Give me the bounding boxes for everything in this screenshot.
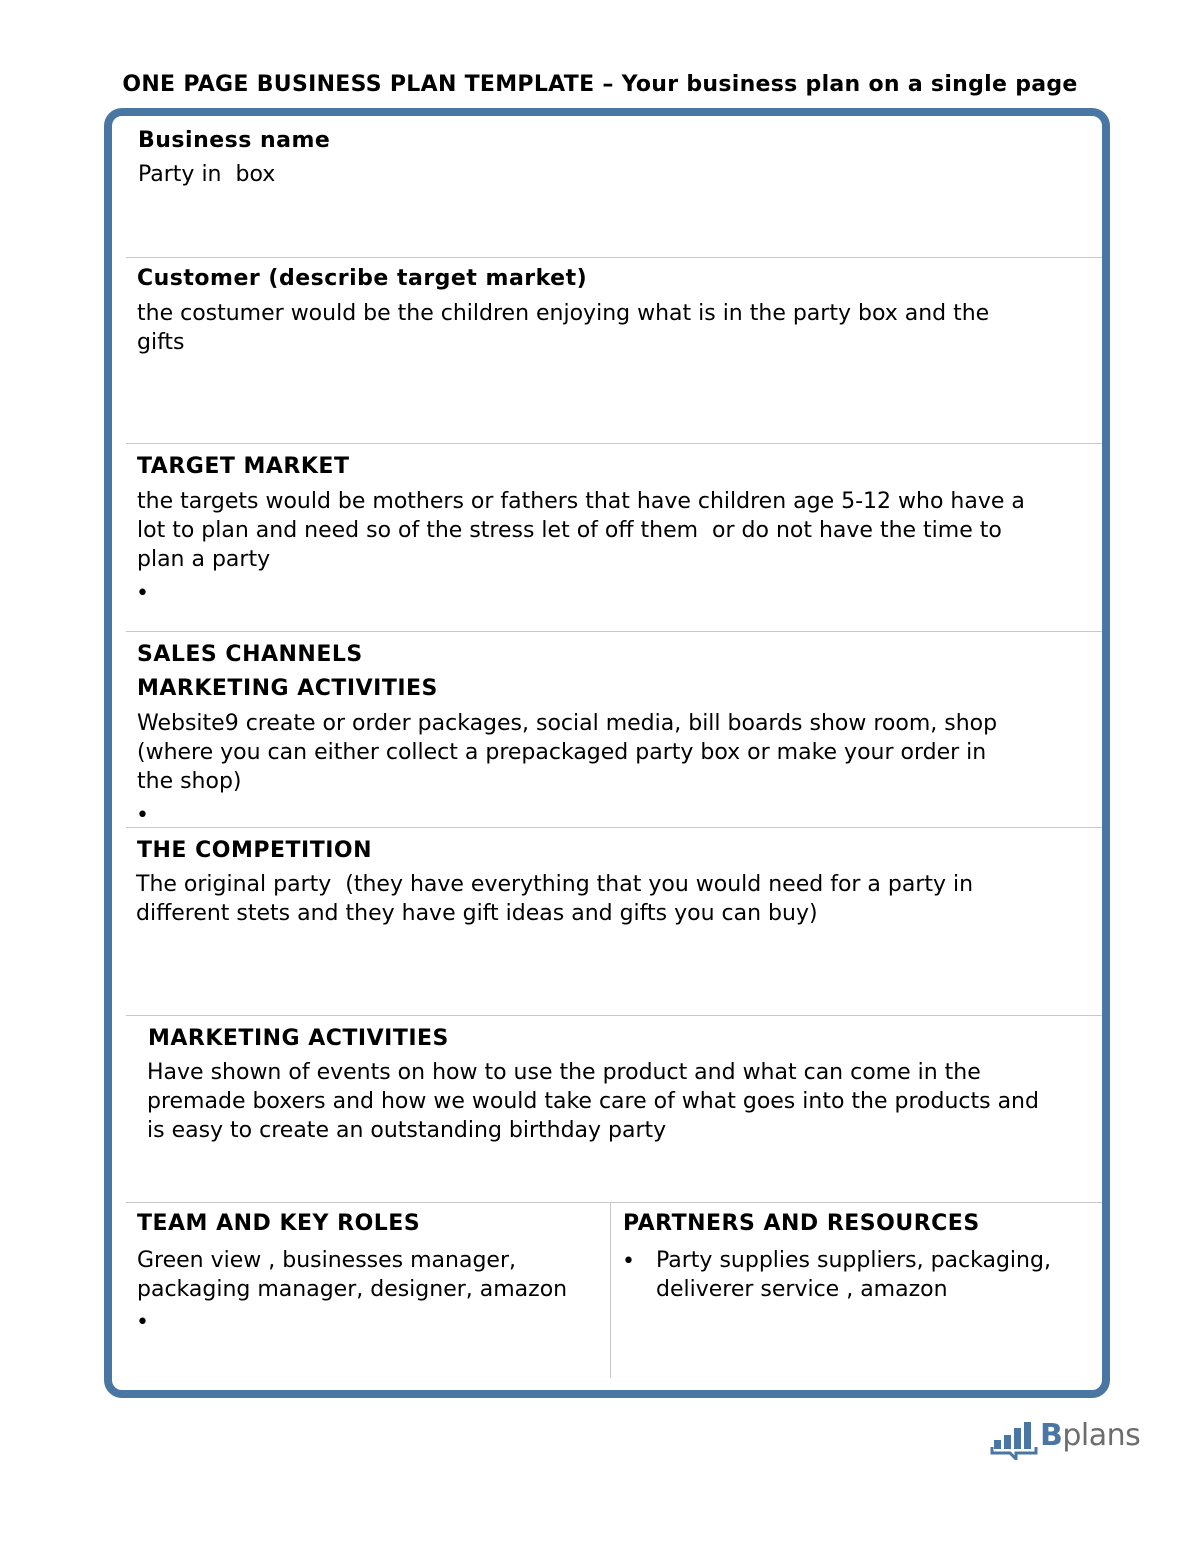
brand-name bbox=[1040, 1418, 1140, 1453]
section-subheading: MARKETING ACTIVITIES bbox=[137, 676, 438, 701]
section-text: The original party (they have everything that you would need for a party in different stets and they have gift ideas and gifts you can buy) bbox=[136, 872, 974, 926]
column-divider bbox=[610, 1202, 611, 1378]
team-heading: TEAM AND KEY ROLES bbox=[137, 1211, 421, 1236]
section-heading: Business name bbox=[138, 128, 331, 153]
section-text: Have shown of events on how to use the product and what can come in the premade boxers and how we would take care of what goes into the products and is easy to create an outstanding birthday party bbox=[147, 1060, 1039, 1143]
brand-name-bold: B bbox=[1040, 1418, 1063, 1453]
section-competition bbox=[126, 827, 1102, 1016]
partners-heading: PARTNERS AND RESOURCES bbox=[623, 1211, 980, 1236]
section-customer bbox=[126, 257, 1102, 444]
section-team-partners bbox=[126, 1202, 1102, 1379]
section-heading: MARKETING ACTIVITIES bbox=[148, 1026, 449, 1051]
team-text: Green view , businesses manager, packaging manager, designer, amazon bbox=[137, 1248, 568, 1302]
bullet: • bbox=[622, 1249, 635, 1274]
section-marketing bbox=[126, 1015, 1102, 1204]
section-heading: THE COMPETITION bbox=[137, 838, 372, 863]
section-heading: TARGET MARKET bbox=[137, 454, 350, 479]
bplans-logo-icon bbox=[990, 1418, 1040, 1460]
section-text: the costumer would be the children enjoying what is in the party box and the gifts bbox=[137, 301, 990, 355]
brand-name-rest: plans bbox=[1062, 1418, 1141, 1453]
section-heading: Customer (describe target market) bbox=[137, 266, 588, 291]
bullet: • bbox=[136, 581, 149, 606]
section-text: Party in box bbox=[138, 162, 276, 187]
section-text: the targets would be mothers or fathers that have children age 5-12 who have a lot to plan and need so of the stress let of off them or do not have the time to plan a party bbox=[137, 489, 1025, 572]
page-title: ONE PAGE BUSINESS PLAN TEMPLATE – Your business plan on a single page bbox=[122, 72, 1078, 97]
partners-text: Party supplies suppliers, packaging, deliverer service , amazon bbox=[656, 1248, 1051, 1302]
section-heading: SALES CHANNELS bbox=[137, 642, 363, 667]
section-business-name bbox=[126, 118, 1102, 258]
section-text: Website9 create or order packages, social media, bill boards show room, shop (where you can either collect a prepackaged party box or make your order in the shop) bbox=[137, 711, 998, 794]
section-target-market bbox=[126, 443, 1102, 632]
bullet: • bbox=[136, 1310, 149, 1335]
bullet: • bbox=[136, 803, 149, 828]
section-sales-channels bbox=[126, 631, 1102, 829]
